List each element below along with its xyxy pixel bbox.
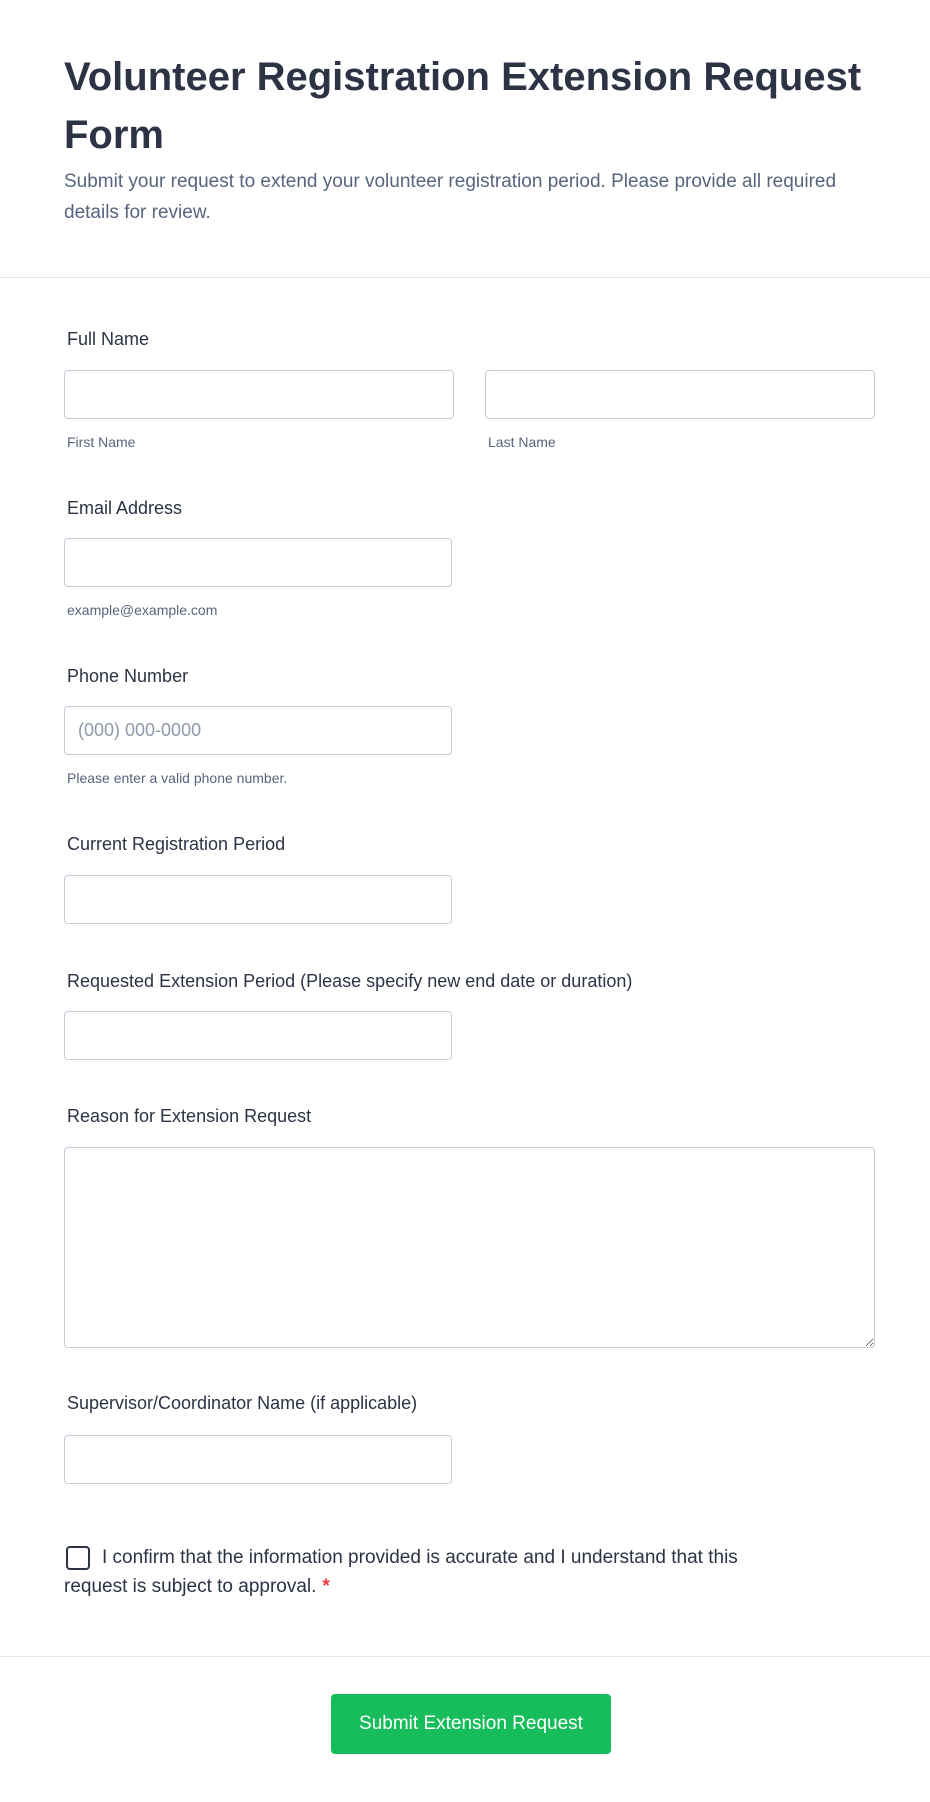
email-label: Email Address (67, 498, 183, 518)
first-name-input[interactable] (64, 370, 454, 419)
requested-period-label: Requested Extension Period (Please specify new end date or duration) (67, 971, 633, 991)
email-sublabel: example@example.com (67, 602, 218, 618)
submit-button[interactable]: Submit Extension Request (331, 1694, 611, 1754)
phone-label: Phone Number (67, 666, 189, 686)
full-name-label: Full Name (67, 329, 150, 349)
page-title: Volunteer Registration Extension Request Form (64, 55, 862, 157)
page-subtitle: Submit your request to extend your volunteer registration period. Please provide all required details for review. (64, 171, 837, 223)
last-name-sublabel: Last Name (488, 434, 556, 450)
footer-divider (0, 1656, 930, 1657)
required-asterisk: * (322, 1576, 330, 1597)
reason-textarea[interactable] (64, 1147, 875, 1348)
current-period-input[interactable] (64, 875, 452, 924)
current-period-label: Current Registration Period (67, 834, 286, 854)
first-name-sublabel: First Name (67, 434, 136, 450)
requested-period-input[interactable] (64, 1011, 452, 1060)
confirmation-checkbox[interactable] (66, 1546, 90, 1570)
phone-input[interactable] (64, 706, 452, 755)
supervisor-label: Supervisor/Coordinator Name (if applicable) (67, 1393, 418, 1413)
confirmation-text-block (64, 1543, 804, 1601)
header-divider (0, 277, 930, 278)
supervisor-input[interactable] (64, 1435, 452, 1484)
confirmation-text: I confirm that the information provided is accurate and I understand that this request is subject to approval. (64, 1547, 738, 1597)
email-input[interactable] (64, 538, 452, 587)
phone-sublabel: Please enter a valid phone number. (67, 770, 288, 786)
last-name-input[interactable] (485, 370, 875, 419)
reason-label: Reason for Extension Request (67, 1106, 312, 1126)
